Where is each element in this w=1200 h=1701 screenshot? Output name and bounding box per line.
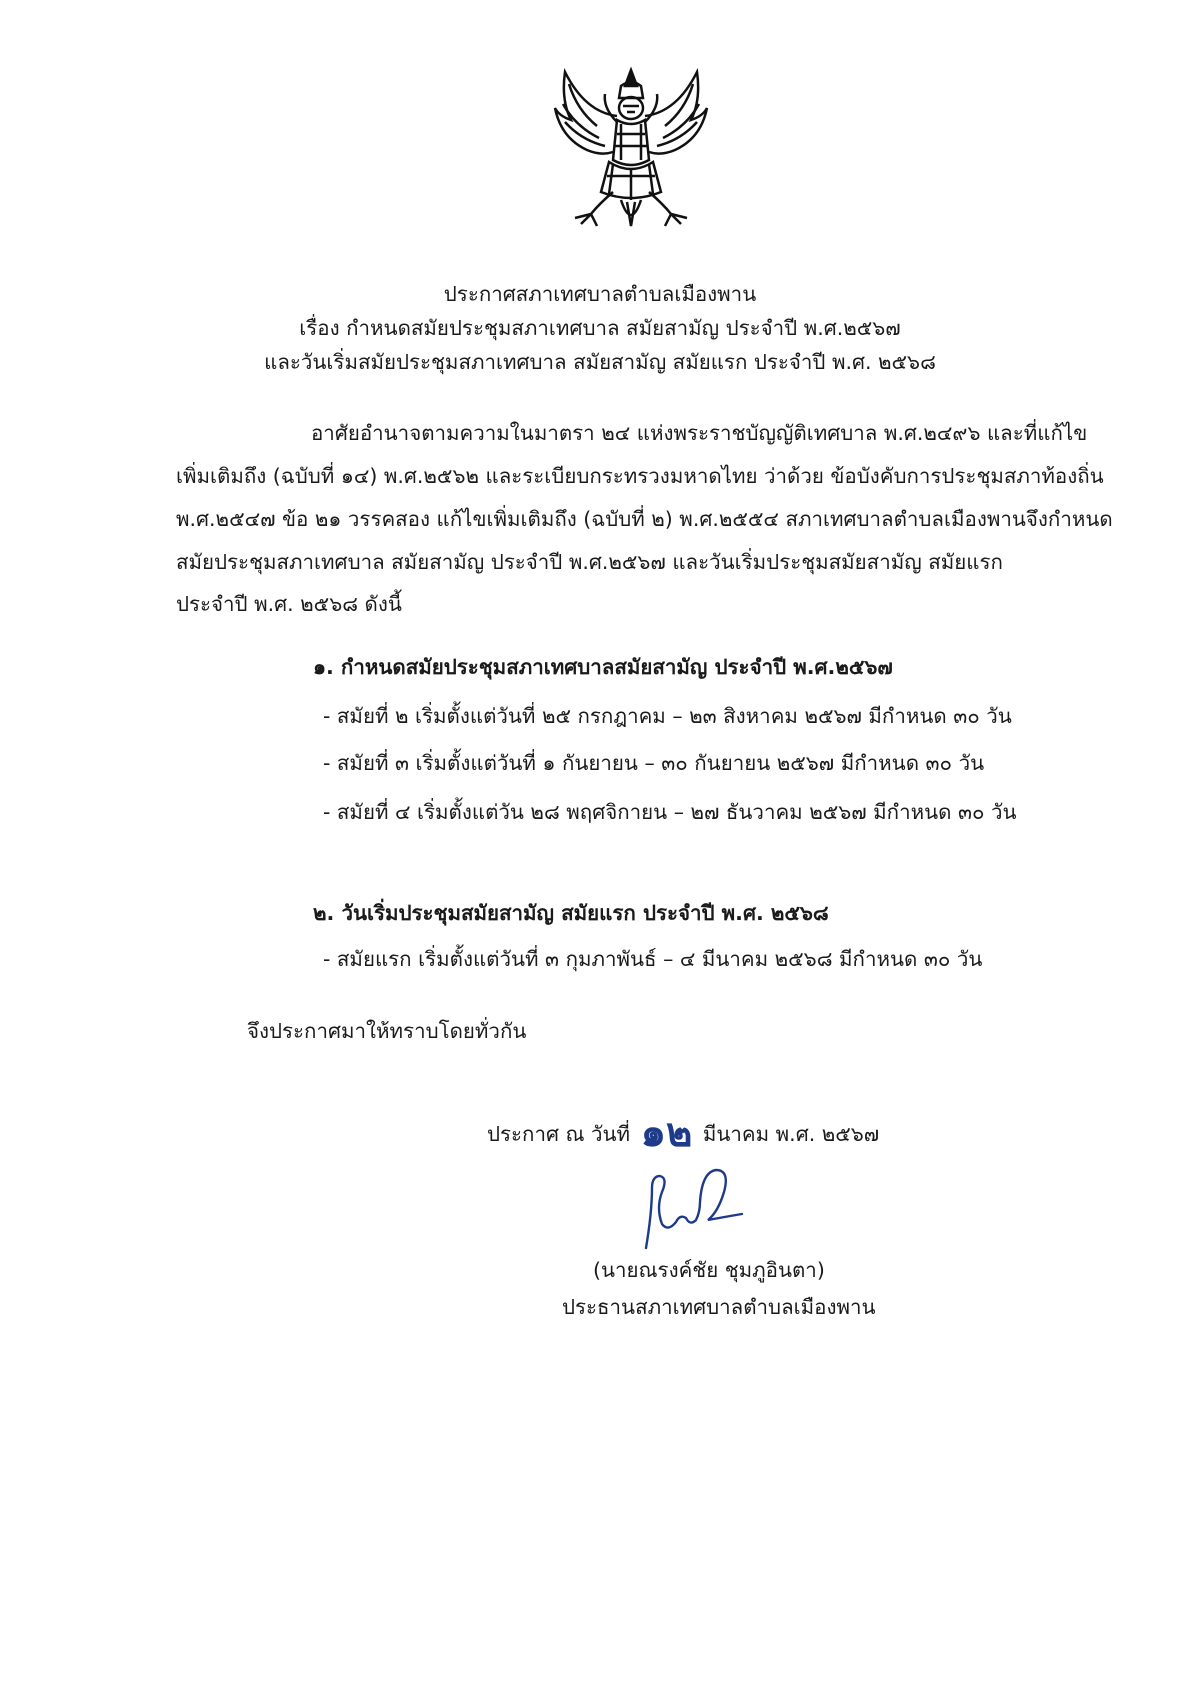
- intro-paragraph-line: อาศัยอำนาจตามความในมาตรา ๒๔ แห่งพระราชบัญญัติเทศบาล พ.ศ.๒๔๙๖ และที่แก้ไข: [311, 421, 1088, 445]
- announcement-subject: เรื่อง กำหนดสมัยประชุมสภาเทศบาล สมัยสามัญ ประจำปี พ.ศ.๒๕๖๗: [299, 316, 901, 340]
- intro-paragraph-line: สมัยประชุมสภาเทศบาล สมัยสามัญ ประจำปี พ.ศ.๒๕๖๗ และวันเริ่มประชุมสมัยสามัญ สมัยแรก: [176, 550, 1003, 574]
- intro-paragraph-line: เพิ่มเติมถึง (ฉบับที่ ๑๔) พ.ศ.๒๕๖๒ และระเบียบกระทรวงมหาดไทย ว่าด้วย ข้อบังคับการประชุมสภาท้องถิ่น: [176, 464, 1104, 488]
- section-1-item: - สมัยที่ ๒ เริ่มตั้งแต่วันที่ ๒๕ กรกฎาคม – ๒๓ สิงหาคม ๒๕๖๗ มีกำหนด ๓๐ วัน: [323, 704, 1012, 728]
- intro-paragraph-line: ประจำปี พ.ศ. ๒๕๖๘ ดังนี้: [176, 592, 402, 616]
- announcement-subject-continued: และวันเริ่มสมัยประชุมสภาเทศบาล สมัยสามัญ สมัยแรก ประจำปี พ.ศ. ๒๕๖๘: [264, 350, 936, 374]
- announcement-date: [487, 1109, 880, 1156]
- signer-title: ประธานสภาเทศบาลตำบลเมืองพาน: [562, 1295, 876, 1319]
- intro-paragraph-line: พ.ศ.๒๕๔๗ ข้อ ๒๑ วรรคสอง แก้ไขเพิ่มเติมถึง (ฉบับที่ ๒) พ.ศ.๒๕๕๔ สภาเทศบาลตำบลเมืองพานจึงกำหนด: [176, 507, 1113, 531]
- section-2-item: - สมัยแรก เริ่มตั้งแต่วันที่ ๓ กุมภาพันธ์ – ๔ มีนาคม ๒๕๖๘ มีกำหนด ๓๐ วัน: [323, 947, 983, 971]
- handwritten-signature: [638, 1162, 748, 1252]
- date-prefix: ประกาศ ณ วันที่: [487, 1122, 631, 1146]
- section-2-heading: ๒. วันเริ่มประชุมสมัยสามัญ สมัยแรก ประจำปี พ.ศ. ๒๕๖๘: [313, 901, 829, 925]
- closing-statement: จึงประกาศมาให้ทราบโดยทั่วกัน: [247, 1019, 527, 1043]
- date-suffix: มีนาคม พ.ศ. ๒๕๖๗: [702, 1122, 880, 1146]
- section-1-item: - สมัยที่ ๔ เริ่มตั้งแต่วัน ๒๘ พฤศจิกายน – ๒๗ ธันวาคม ๒๕๖๗ มีกำหนด ๓๐ วัน: [323, 800, 1017, 824]
- announcement-title: ประกาศสภาเทศบาลตำบลเมืองพาน: [443, 282, 757, 306]
- section-1-heading: ๑. กำหนดสมัยประชุมสภาเทศบาลสมัยสามัญ ประจำปี พ.ศ.๒๕๖๗: [313, 655, 893, 679]
- garuda-emblem-icon: [551, 64, 711, 234]
- section-1-item: - สมัยที่ ๓ เริ่มตั้งแต่วันที่ ๑ กันยายน – ๓๐ กันยายน ๒๕๖๗ มีกำหนด ๓๐ วัน: [323, 751, 985, 775]
- signer-name: (นายณรงค์ชัย ชุมภูอินตา): [593, 1258, 825, 1282]
- handwritten-day: ๑๒: [640, 1109, 693, 1156]
